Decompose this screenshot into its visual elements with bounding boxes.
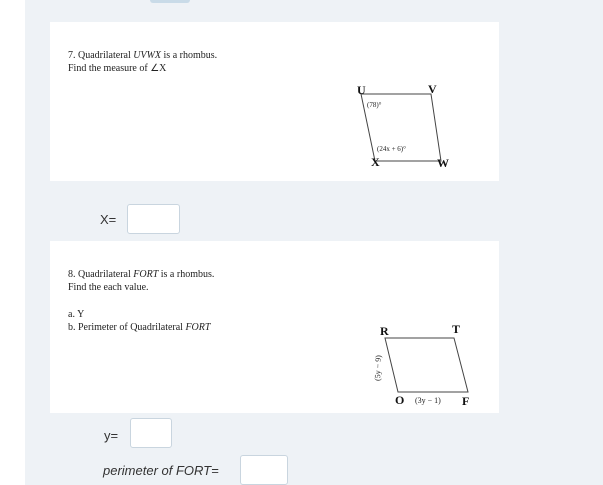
question-8-prefix: 8. Quadrilateral <box>68 269 134 280</box>
answer-y-input[interactable] <box>130 418 172 448</box>
angle-u-label: (78)° <box>367 101 382 109</box>
rhombus-uvwx-figure <box>50 22 499 181</box>
answer-y-label: y= <box>104 428 119 443</box>
vertex-f-label: F <box>462 394 470 408</box>
question-7-instruction: Find the measure of ∠X <box>68 63 167 74</box>
answer-perimeter-label: perimeter of FORT= <box>103 463 219 478</box>
angle-x-label: (24x + 6)° <box>377 145 406 153</box>
answer-perimeter-input[interactable] <box>240 455 288 485</box>
question-7-prefix: 7. Quadrilateral <box>68 50 134 61</box>
vertex-u-label: U <box>357 83 366 97</box>
rhombus-fort-figure <box>50 241 499 413</box>
rhombus-fort-shape <box>385 338 468 392</box>
vertex-x-label: X <box>371 155 380 169</box>
question-7-shape-name: UVWX <box>133 50 162 61</box>
vertex-w-label: W <box>437 156 449 170</box>
top-tab-indicator <box>150 0 190 3</box>
side-of-label: (3y − 1) <box>415 396 441 405</box>
question-7-card <box>50 22 499 181</box>
question-7-suffix: is a rhombus. <box>161 50 218 61</box>
vertex-r-label: R <box>380 324 389 338</box>
answer-x-label: X= <box>100 212 117 227</box>
answer-x-input[interactable] <box>127 204 180 234</box>
question-8-item-a: a. Y <box>68 309 85 320</box>
question-8-instruction: Find the each value. <box>68 282 149 293</box>
question-8-card <box>50 241 499 413</box>
vertex-v-label: V <box>428 82 437 96</box>
side-ro-label: (5y − 9) <box>373 354 383 382</box>
question-8-item-b-prefix: b. Perimeter of Quadrilateral <box>68 322 186 333</box>
question-8-suffix: is a rhombus. <box>158 269 215 280</box>
vertex-t-label: T <box>452 322 461 336</box>
question-8-shape-name: FORT <box>133 269 159 280</box>
vertex-o-label: O <box>395 393 405 407</box>
question-8-item-b-shape: FORT <box>185 322 211 333</box>
left-margin <box>0 0 25 485</box>
